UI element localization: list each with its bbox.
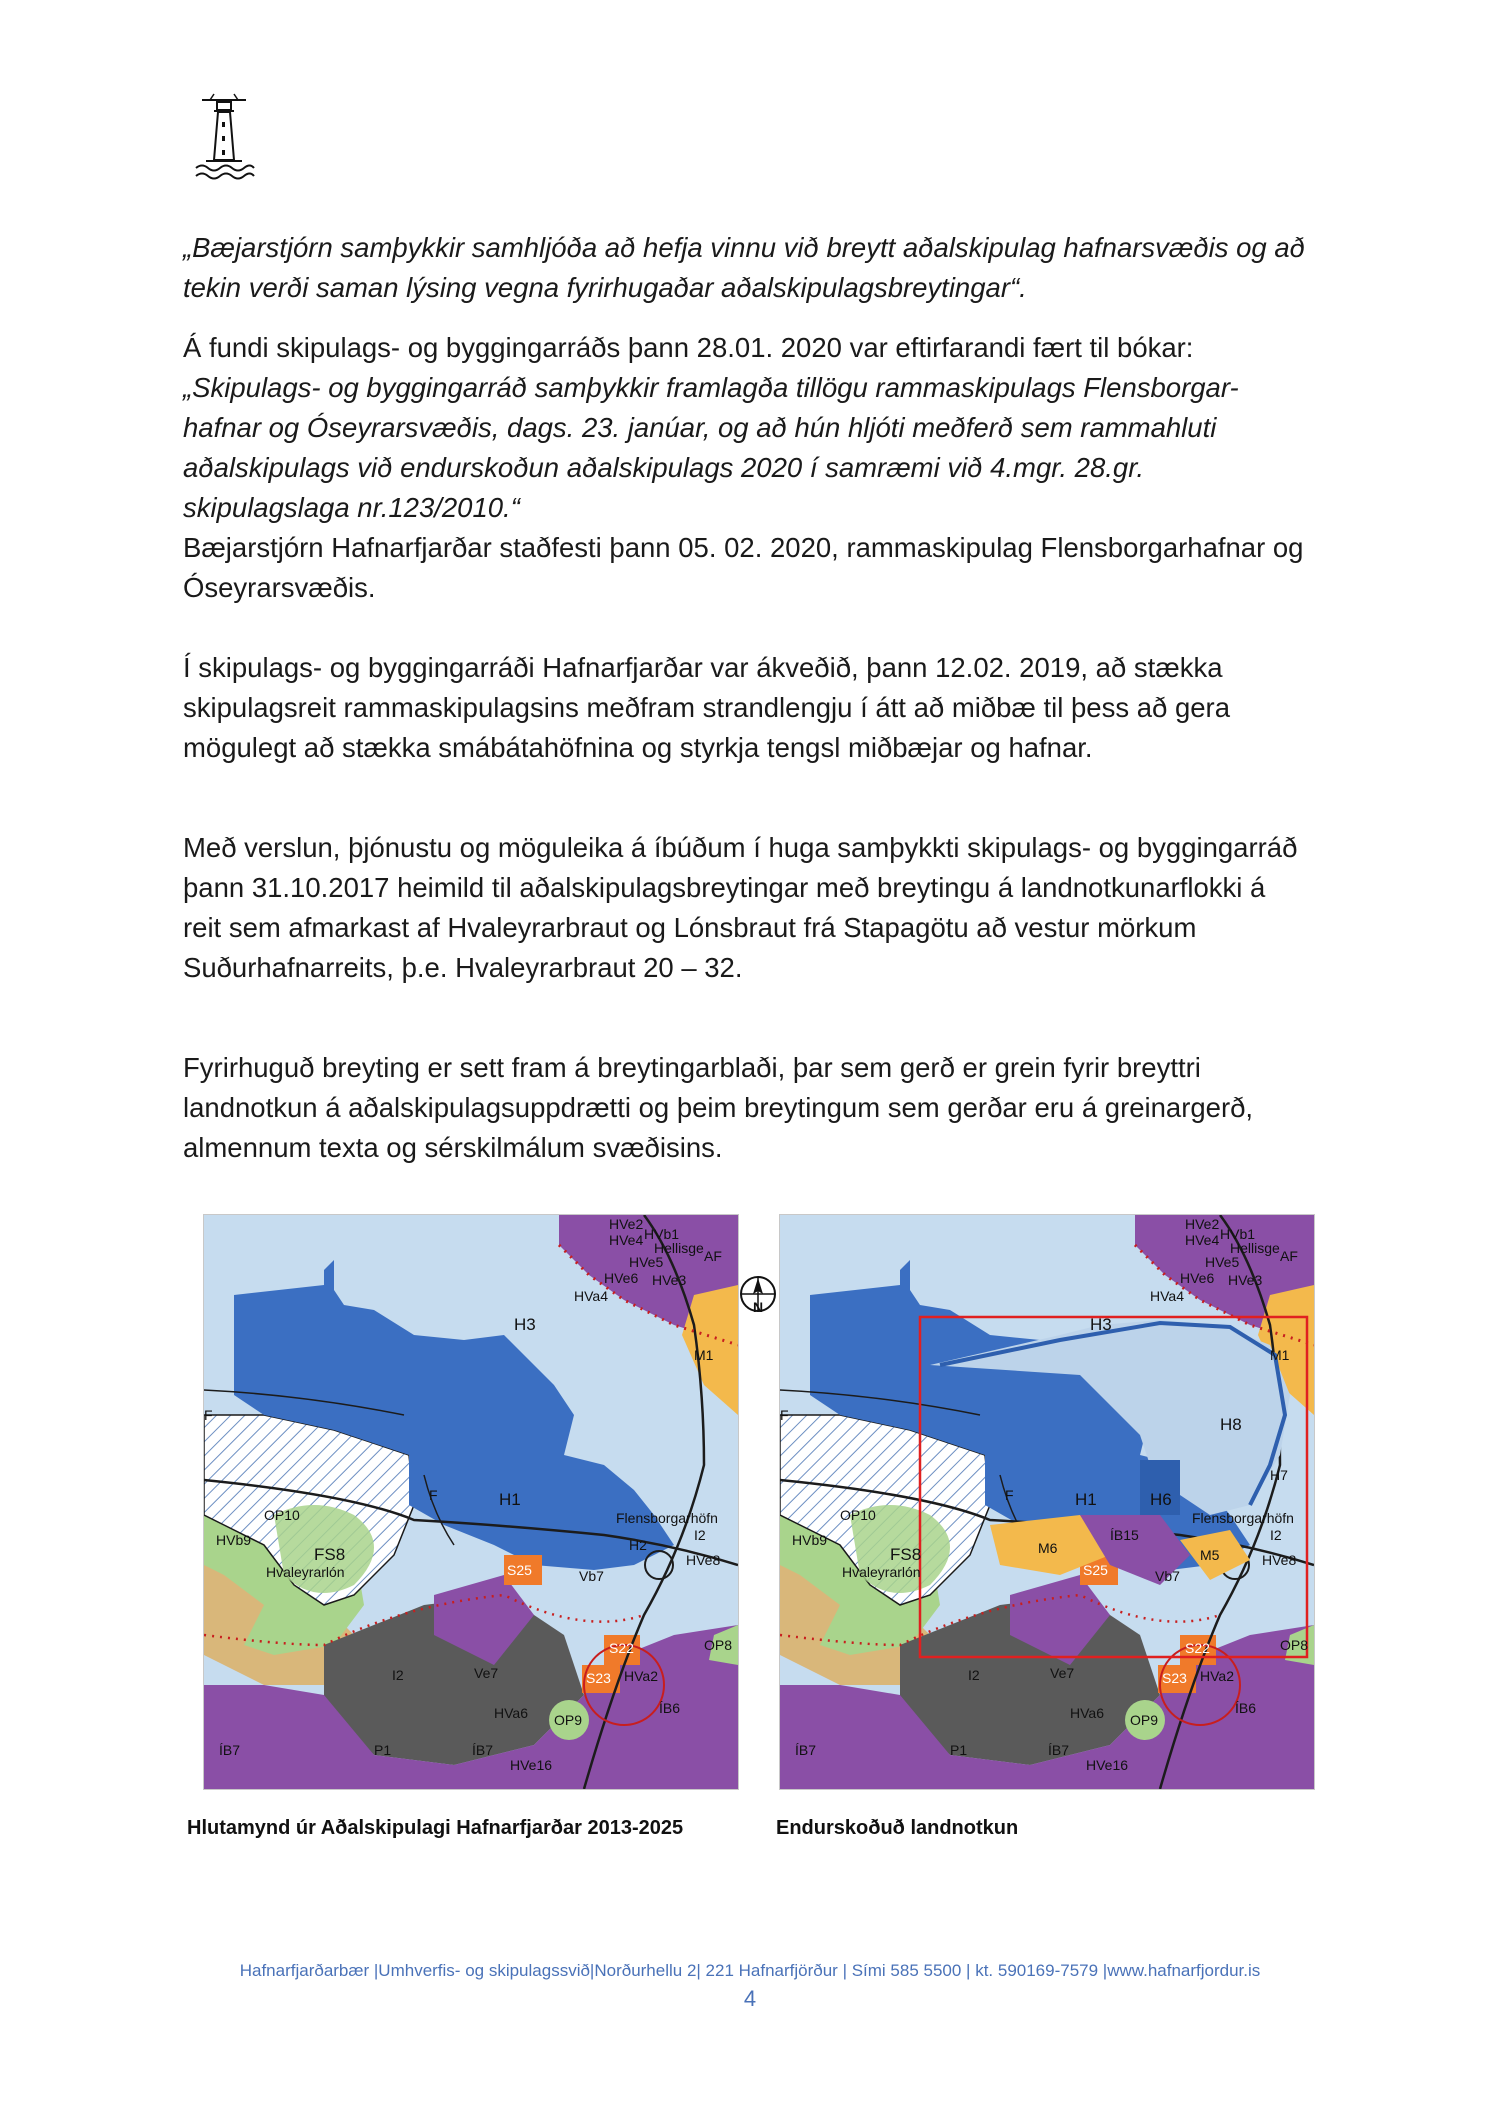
- map-label: M1: [694, 1347, 714, 1363]
- map-label: H7: [1270, 1467, 1288, 1483]
- map-label: HVb1: [1220, 1226, 1256, 1242]
- map-label: HVe5: [629, 1254, 664, 1270]
- map-label: H1: [499, 1490, 521, 1509]
- lighthouse-icon: [192, 90, 256, 190]
- text-line: almennum texta og sérskilmálum svæðisins.: [183, 1132, 723, 1163]
- map-label: S25: [1083, 1562, 1108, 1578]
- map-label: S25: [507, 1562, 532, 1578]
- caption-revised-plan: Endurskoðuð landnotkun: [776, 1817, 1019, 1839]
- map-label: H1: [1075, 1490, 1097, 1509]
- compass-icon: [736, 1274, 780, 1318]
- map-label: H3: [1090, 1315, 1112, 1334]
- land-use-map: [204, 1215, 738, 1789]
- map-label: S23: [1162, 1670, 1187, 1686]
- map-label: ÍB7: [219, 1742, 241, 1758]
- map-label: HVe2: [609, 1216, 644, 1232]
- map-label: ÍB15: [1110, 1527, 1139, 1543]
- map-label: Ve7: [474, 1665, 499, 1681]
- map-label: ÍB7: [1048, 1742, 1070, 1758]
- map-label: HVe16: [1086, 1757, 1129, 1773]
- map-label: S23: [586, 1670, 611, 1686]
- map-label: Hellisge: [1230, 1240, 1280, 1256]
- map-label: H2: [629, 1537, 647, 1553]
- map-label: AF: [704, 1248, 722, 1264]
- map-label: H3: [514, 1315, 536, 1334]
- text-line: Í skipulags- og byggingarráði Hafnarfjarðar var ákveðið, þann 12.02. 2019, að stækka: [183, 652, 1223, 683]
- map-label: OP8: [704, 1637, 733, 1653]
- text-line: hafnar og Óseyrarsvæðis, dags. 23. janúar, og að hún hljóti meðferð sem rammahluti: [183, 412, 1217, 443]
- north-arrow: [736, 1274, 780, 1318]
- map-label: HVe3: [1228, 1272, 1263, 1288]
- map-label: HVe8: [1262, 1552, 1297, 1568]
- text-line: landnotkun á aðalskipulagsuppdrætti og þeim breytingum sem gerðar eru á greinargerð,: [183, 1092, 1254, 1123]
- map-current-plan: [203, 1214, 739, 1790]
- text-line: Með verslun, þjónustu og möguleika á íbúðum í huga samþykkti skipulags- og byggingarráð: [183, 832, 1298, 863]
- map-label: ÍB7: [795, 1742, 817, 1758]
- map-label: S22: [1185, 1640, 1210, 1656]
- paragraph-verslun: [183, 828, 1333, 988]
- map-label: ÍB7: [472, 1742, 494, 1758]
- quote-bæjarstjorn: [183, 228, 1333, 308]
- paragraph-breyting: [183, 1048, 1333, 1168]
- page-number: 4: [743, 1986, 757, 2011]
- map-label: HVe6: [1180, 1270, 1215, 1286]
- map-label: HVa2: [1200, 1668, 1234, 1684]
- map-label: HVe3: [652, 1272, 687, 1288]
- map-label: OP9: [1130, 1712, 1159, 1728]
- map-label: F: [1005, 1487, 1014, 1503]
- map-label: HVe2: [1185, 1216, 1220, 1232]
- map-label: F: [429, 1487, 438, 1503]
- map-label: Vb7: [579, 1568, 604, 1584]
- lighthouse-logo: [192, 90, 256, 190]
- map-label: H8: [1220, 1415, 1242, 1434]
- map-label: P1: [374, 1742, 392, 1758]
- map-label: Flensborgarhöfn: [1192, 1510, 1294, 1526]
- text-line: tekin verði saman lýsing vegna fyrirhugaðar aðalskipulagsbreytingar“.: [183, 272, 1027, 303]
- map-label: P1: [950, 1742, 968, 1758]
- text-line: mögulegt að stækka smábátahöfnina og styrkja tengsl miðbæjar og hafnar.: [183, 732, 1093, 763]
- text-line: Fyrirhuguð breyting er sett fram á breytingarblaði, þar sem gerð er grein fyrir breyttri: [183, 1052, 1201, 1083]
- text-line: Suðurhafnarreits, þ.e. Hvaleyrarbraut 20 – 32.: [183, 952, 743, 983]
- map-label: HVe4: [1185, 1232, 1220, 1248]
- text-line: aðalskipulags við endurskoðun aðalskipulags 2020 í samræmi við 4.mgr. 28.gr.: [183, 452, 1144, 483]
- map-label: ÍB6: [1235, 1700, 1257, 1716]
- map-label: I2: [1270, 1527, 1282, 1543]
- text-line: skipulagslaga nr.123/2010.“: [183, 492, 520, 523]
- north-label: N: [752, 1299, 764, 1315]
- map-label: ÍB6: [659, 1700, 681, 1716]
- map-label: Hvaleyrarlón: [266, 1564, 345, 1580]
- map-label: HVe4: [609, 1232, 644, 1248]
- text-line: þann 31.10.2017 heimild til aðalskipulagsbreytingar með breytingu á landnotkunarflokki á: [183, 872, 1266, 903]
- map-label: M5: [1200, 1547, 1220, 1563]
- map-label: M1: [1270, 1347, 1290, 1363]
- map-label: Flensborgarhöfn: [616, 1510, 718, 1526]
- paragraph-stækkun: [183, 648, 1333, 768]
- map-label: I2: [694, 1527, 706, 1543]
- map-label: FS8: [890, 1545, 922, 1564]
- caption-current-plan: Hlutamynd úr Aðalskipulagi Hafnarfjarðar 2013-2025: [187, 1817, 684, 1839]
- text-line: Á fundi skipulags- og byggingarráðs þann 28.01. 2020 var eftirfarandi fært til bókar:: [183, 332, 1194, 363]
- map-label: OP10: [840, 1507, 876, 1523]
- map-label: H6: [1150, 1490, 1172, 1509]
- map-label: HVa4: [1150, 1288, 1184, 1304]
- map-label: HVa6: [1070, 1705, 1104, 1721]
- map-label: FS8: [314, 1545, 346, 1564]
- land-use-map: [780, 1215, 1314, 1789]
- map-label: F: [204, 1407, 213, 1423]
- text-line: Bæjarstjórn Hafnarfjarðar staðfesti þann 05. 02. 2020, rammaskipulag Flensborgarhafnar og: [183, 532, 1304, 563]
- map-label: AF: [1280, 1248, 1298, 1264]
- map-label: Hellisge: [654, 1240, 704, 1256]
- map-label: HVe16: [510, 1757, 553, 1773]
- footer-contact: Hafnarfjarðarbær |Umhverfis- og skipulagssvið|Norðurhellu 2| 221 Hafnarfjörður | Sími 585 5500 | kt. 590169-7579 |www.hafnarfjordur.is: [239, 1961, 1261, 1980]
- text-line: reit sem afmarkast af Hvaleyrarbraut og Lónsbraut frá Stapagötu að vestur mörkum: [183, 912, 1197, 943]
- map-label: HVb9: [792, 1532, 828, 1548]
- map-label: Hvaleyrarlón: [842, 1564, 921, 1580]
- map-label: HVe8: [686, 1552, 721, 1568]
- map-label: I2: [392, 1667, 404, 1683]
- map-label: OP10: [264, 1507, 300, 1523]
- text-line: Óseyrarsvæðis.: [183, 572, 376, 603]
- map-revised-plan: [779, 1214, 1315, 1790]
- map-label: S22: [609, 1640, 634, 1656]
- map-label: HVe6: [604, 1270, 639, 1286]
- map-label: HVb1: [644, 1226, 680, 1242]
- map-label: F: [780, 1407, 789, 1423]
- map-label: I2: [968, 1667, 980, 1683]
- map-label: OP8: [1280, 1637, 1309, 1653]
- map-label: HVb9: [216, 1532, 252, 1548]
- map-label: HVa6: [494, 1705, 528, 1721]
- map-label: HVa4: [574, 1288, 608, 1304]
- text-line: skipulagsreit rammaskipulagsins meðfram strandlengju í átt að miðbæ til þess að gera: [183, 692, 1231, 723]
- map-label: OP9: [554, 1712, 583, 1728]
- map-label: M6: [1038, 1540, 1058, 1556]
- text-line: „Skipulags- og byggingarráð samþykkir framlagða tillögu rammaskipulags Flensborgar-: [183, 372, 1239, 403]
- map-label: Vb7: [1155, 1568, 1180, 1584]
- text-line: „Bæjarstjórn samþykkir samhljóða að hefja vinnu við breytt aðalskipulag hafnarsvæðis og að: [183, 232, 1305, 263]
- paragraph-skipulagsrad: [183, 328, 1333, 608]
- map-label: HVe5: [1205, 1254, 1240, 1270]
- map-label: HVa2: [624, 1668, 658, 1684]
- map-label: Ve7: [1050, 1665, 1075, 1681]
